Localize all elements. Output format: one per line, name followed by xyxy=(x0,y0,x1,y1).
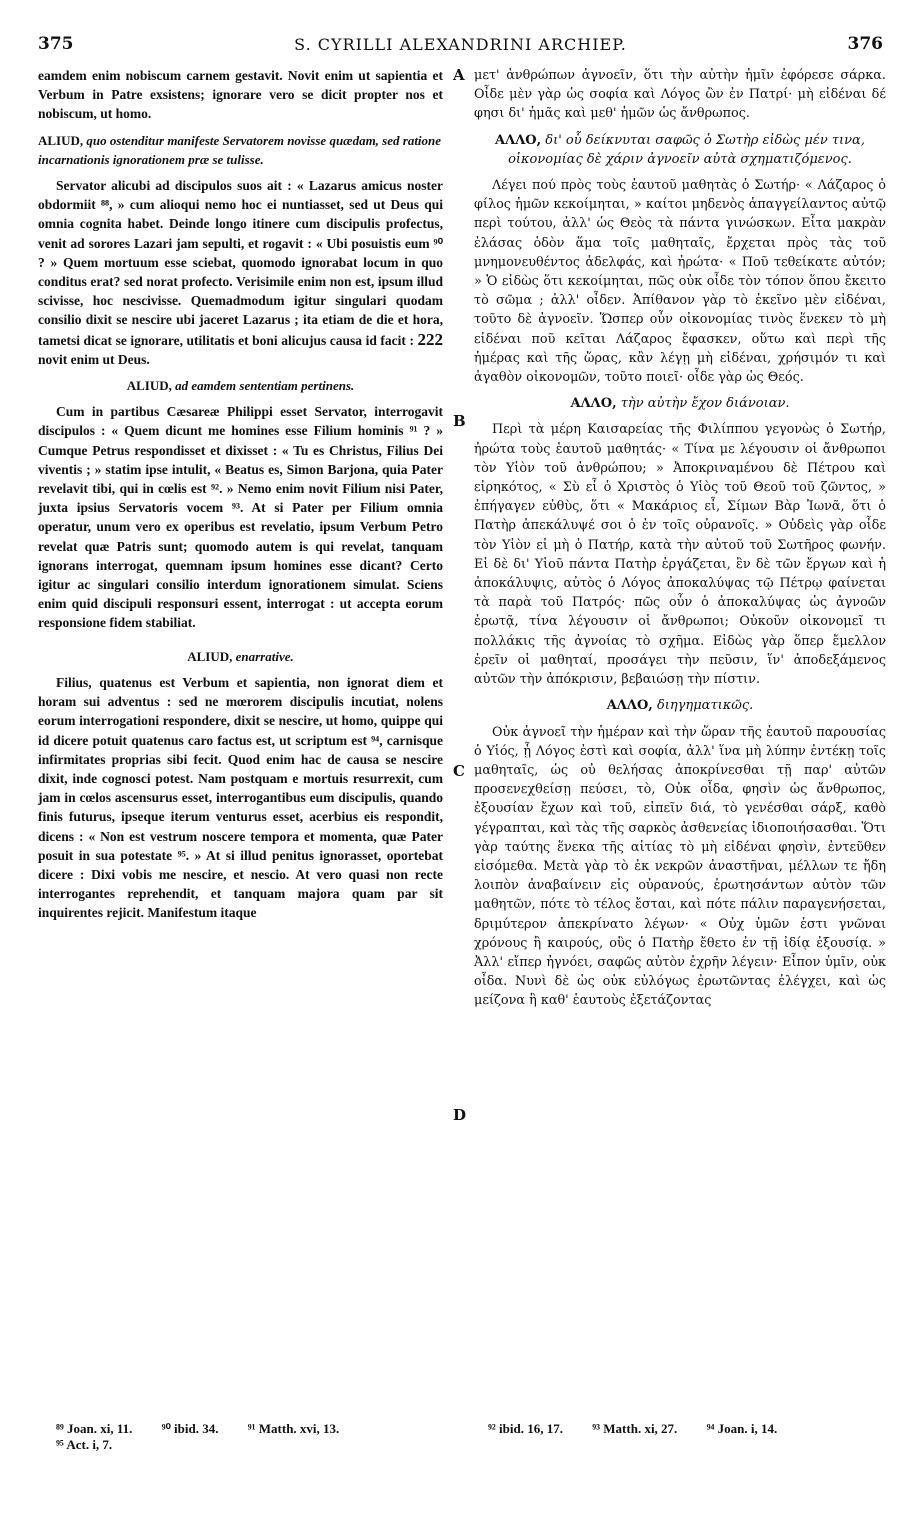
footnote: ⁹⁴ Joan. i, 14. xyxy=(706,1421,778,1436)
footnote: ⁹³ Matth. xi, 27. xyxy=(592,1421,678,1436)
greek-column xyxy=(474,66,886,1018)
greek-paragraph: μετ' ἀνθρώπων ἀγνοεῖν, ὅτι τὴν αὐτὴν ἡμῖν ἐφόρεσε σάρκα. Οἶδε μὲν γὰρ ὡς σοφία καὶ Λόγος ὢν ἐν Πατρί· μὴ εἰδέναι δέ φησι δι' ἡμᾶς καὶ μεθ' ἡμῶν ὡς ἄνθρωπος. xyxy=(474,68,886,122)
section-subtitle: διηγηματικῶς. xyxy=(656,698,754,714)
latin-section-heading xyxy=(38,647,443,666)
greek-paragraph: Λέγει πού πρὸς τοὺς ἑαυτοῦ μαθητὰς ὁ Σωτήρ· « Λάζαρος ὁ φίλος ἡμῶν κεκοίμηται, » καίτοι μηδενὸς ἀπαγγείλαντος αὐτῷ περὶ τούτου, ἀλλ' ὡς Θεὸς τὰ πάντα γινώσκων. Εἶτα μακρὰν ἐλάσας ὁδὸν ἅμα τοῖς μαθηταῖς, ἔρχεται πρὸς τὰς τοῦ μνημονευθέντος ἀδελφάς, καὶ ἠρώτα· « Ποῦ τεθείκατε αὐτόν; » Ὁ εἰδὼς ὅτι κεκοίμηται, πῶς οὐκ οἶδε τὸν τόπον ὅπου ἔκειτο τὸ σῶμα ; ἀλλ' οἶδεν. Ἀπίθανον γὰρ τὸ ἐκεῖνο μὲν εἰδέναι, τοῦτο δὲ ἀγνοεῖν. Ὥσπερ οὖν οἰκονομίας τινὸς ἕνεκεν τὸ μὴ εἰδέναι ποῦ κεῖται Λάζαρος ἔφασκεν, οὕτω καὶ περὶ τῆς ἡμέρας καὶ τῆς ὥρας, κἂν λέγῃ μὴ εἰδέναι, χρήσιμόν τι καὶ ἀγαθὸν οἰκονομῶν, τοῦτο ποιεῖ· οἶδε γὰρ ὡς Θεός. xyxy=(474,178,886,386)
footnote: ⁸⁹ Joan. xi, 11. xyxy=(56,1421,133,1436)
greek-paragraph: Περὶ τὰ μέρη Καισαρείας τῆς Φιλίππου γεγονὼς ὁ Σωτήρ, ἠρώτα τοὺς ἑαυτοῦ μαθητάς· « Τίνα με λέγουσιν οἱ ἄνθρωποι τὸν Υἱὸν τοῦ ἀνθρώπου; » Ἀποκριναμένου δὲ Πέτρου καὶ εἰρηκότος, « Σὺ εἶ ὁ Χριστὸς ὁ Υἱὸς τοῦ Θεοῦ τοῦ ζῶντος, » ἐπήγαγεν εὐθὺς, ὅτι « Μακάριος εἶ, Σίμων Βὰρ Ἰωνᾶ, ὅτι ὁ Πατὴρ ἀπεκάλυψέ σοι ὁ ἐν τοῖς οὐρανοῖς. » Οὐδεὶς γὰρ οἶδε τὸν Υἱὸν εἰ μὴ ὁ Πατήρ, κατὰ τὴν αὐτοῦ τοῦ Σωτῆρος φωνήν. Εἰ δὲ δι' Υἱοῦ πάντα Πατὴρ ἐργάζεται, ἓν δὲ τῶν ἔργων καὶ ἡ ἀποκάλυψις, αὐτὸς ὁ Λόγος ἀποκαλύψας τῷ Πέτρῳ φαίνεται τὰ παρὰ τοῦ Πατρός· πῶς οὖν ὁ ἀποκαλύψας ὡς ἀγνοῶν ἐρωτᾷ, τίνα λέγουσιν οἱ ἄνθρωποι; Οὐκοῦν οἰκονομεῖ τι πολλάκις τῆς ἀγνοίας τὸ σχῆμα. Εἰδὼς γὰρ ὅπερ ἔμελλον ἐρεῖν οἱ μαθηταί, προσάγει τὴν πεῦσιν, ἵν' ἀποδεξάμενος αὐτῶν τὴν ἀπόκρισιν, βεβαιώσῃ τὴν πίστιν. xyxy=(474,422,886,688)
footnote: ⁹⁵ Act. i, 7. xyxy=(56,1437,113,1452)
footnote: ⁹¹ Matth. xvi, 13. xyxy=(247,1421,340,1436)
page-number-right: 376 xyxy=(847,34,883,54)
footnote: ⁹² ibid. 16, 17. xyxy=(488,1421,563,1436)
section-subtitle: ad eamdem sententiam pertinens. xyxy=(175,378,355,394)
section-subtitle: τὴν αὐτὴν ἔχον διάνοιαν. xyxy=(620,396,790,412)
page-header xyxy=(38,34,883,60)
section-subtitle: δι' οὗ δείκνυται σαφῶς ὁ Σωτὴρ εἰδὼς μέν τινα, οἰκονομίας δὲ χάριν ἀγνοεῖν αὐτὰ σχηματιζόμενος. xyxy=(508,132,865,167)
footnote: ⁹⁰ ibid. 34. xyxy=(161,1421,219,1436)
section-title: ALIUD, xyxy=(38,132,84,148)
section-title: ALIUD, xyxy=(187,648,233,664)
section-title: ΑΛΛΟ, xyxy=(495,132,542,148)
latin-paragraph xyxy=(38,176,443,369)
footnotes-right xyxy=(488,1421,883,1437)
section-title: ALIUD, xyxy=(126,378,172,394)
margin-letter-d: D xyxy=(453,1106,467,1124)
latin-column xyxy=(38,66,443,930)
margin-letter-b: B xyxy=(453,412,466,430)
greek-section-heading xyxy=(474,131,886,169)
section-title: ΑΛΛΟ, xyxy=(606,698,653,714)
latin-paragraph-text: novit enim ut Deus. xyxy=(38,351,150,367)
latin-section-heading xyxy=(38,376,443,395)
greek-section-heading xyxy=(474,696,886,715)
section-subtitle: quo ostenditur manifeste Servatorem novisse quædam, sed ratione incarnationis ignorationem præ se tulisse. xyxy=(38,132,442,167)
section-title: ΑΛΛΟ, xyxy=(570,396,617,412)
column-number: 222 xyxy=(417,329,443,349)
latin-section-heading xyxy=(38,131,443,169)
latin-paragraph: eamdem enim nobiscum carnem gestavit. Novit enim ut sapientia et Verbum in Patre exsistens; ignorare vero se dicit propter nos et nobiscum, ut homo. xyxy=(38,68,443,122)
margin-letter-c: C xyxy=(453,762,465,780)
section-subtitle: enarrative. xyxy=(235,648,294,664)
margin-letter-a: A xyxy=(453,66,465,84)
footnotes-left xyxy=(56,1421,456,1453)
greek-section-heading xyxy=(474,394,886,413)
latin-paragraph: Filius, quatenus est Verbum et sapientia, non ignorat diem et horam sui adventus : sed ne mœrorem discipulis incutiat, nolens eorum interrogationi respondere, dixit se nescire, ut homo, quippe qui id dicere potuit quatenus caro factus est, ut scriptum est ⁹⁴, carnisque infirmitates proprias sibi fecit. Quod enim hac de causa se nescire dixit, inde cognosci potest. Nam postquam e mortuis resurrexit, cum jam in cœlos ascensurus esset, interrogantibus eum discipulis, quando finis futurus, ipseque iterum venturus esset, acerbius eis respondit, dicens : « Non est vestrum noscere tempora et momenta, quæ Pater posuit in sua potestate ⁹⁵. » At si illud penitus ignorasset, oportebat dicere : Dixi vobis me nescire, et nescio. At vero quasi non recte interrogantes reprehendit, et tanquam majora quam par sit inquirentes rejicit. Manifestum itaque xyxy=(38,674,443,921)
latin-paragraph-text: Servator alicubi ad discipulos suos ait : « Lazarus amicus noster obdormiit ⁸⁸, » cum alioqui nemo hoc ei nuntiasset, sed ut Deus qui omnia cognita habet. Deinde longo itinere cum discipulis profectus, venit ad sorores Lazari jam sepulti, et rogavit : « Ubi posuistis eum ⁹⁰ ? » Quem mortuum esse sciebat, quomodo ignorabat locum in quo conditus erat? sed norat profecto. Verisimile enim non est, ipsum illud scivisse, hoc nescivisse. Quemadmodum igitur singulari quodam consilio dixit se nescire ubi jaceret Lazarus ; ita etiam de die et hora, tametsi dicat se ignorare, utilitatis et boni alicujus causa id facit : xyxy=(38,178,443,348)
page-number-left: 375 xyxy=(38,34,74,54)
latin-paragraph: Cum in partibus Cæsareæ Philippi esset Servator, interrogavit discipulos : « Quem dicunt me homines esse Filium hominis ⁹¹ ? » Cumque Petrus respondisset et dixisset : « Tu es Christus, Filius Dei viventis ; » statim ipse intulit, « Beatus es, Simon Barjona, quia Pater revelavit tibi, qui in cœlis est ⁹². » Nemo enim novit Filium nisi Pater, juxta ipsius Servatoris vocem ⁹³. At si Pater per Filium omnia operatur, unum vero ex operibus est revelatio, ipsum Verbum Petro revelat quæ Patris sunt; quomodo autem is qui revelat, tanquam ignorans interrogat, quemnam ipsum homines esse dicant? Certo igitur ac singulari consilio interdum ignorationem simulat. Sciens enim quid discipuli responsuri essent, interrogat : ut accepta eorum responsione fidem stabiliat. xyxy=(38,404,443,631)
running-title: S. CYRILLI ALEXANDRINI ARCHIEP. xyxy=(294,35,627,54)
greek-paragraph: Οὐκ ἀγνοεῖ τὴν ἡμέραν καὶ τὴν ὥραν τῆς ἑαυτοῦ παρουσίας ὁ Υἱός, ᾗ Λόγος ἐστὶ καὶ σοφία, ἀλλ' ἵνα μὴ λύπην ἐντέκῃ τοῖς μαθηταῖς, ὡς οὐ θελήσας ἀποκρίνεσθαι τῇ παρ' αὐτῶν προσενεχθείσῃ πεύσει, τὸ, Οὐκ οἶδα, φησὶν ὡς ἄνθρωπος, ἐξουσίαν ἔχων καὶ τοῦ, εἰπεῖν διά, τὸ γενέσθαι σάρξ, καθὸ γέγραπται, καὶ τὰς τῆς σαρκὸς ἀσθενείας ἰδιοποιήσασθαι. Ὅτι γὰρ ταύτης ἕνεκα τῆς αἰτίας τὸ μὴ εἰδέναι φησὶν, ἐντεῦθεν εἰσόμεθα. Μετὰ γὰρ τὸ ἐκ νεκρῶν ἀναστῆναι, μέλλων τε ἤδη λοιπὸν ἀναβαίνειν εἰς οὐρανούς, ἐρωτησάντων αὐτὸν τῶν μαθητῶν, πότε τὸ τέλος ἔσται, καὶ πότε πάλιν παραγενήσεται, δριμύτερον ἀπεκρίνατο λέγων· « Οὐχ ὑμῶν ἐστι γνῶναι χρόνους ἢ καιρούς, οὓς ὁ Πατὴρ ἔθετο ἐν τῇ ἰδίᾳ ἐξουσίᾳ. » Ἀλλ' εἴπερ ἠγνόει, σαφῶς αὐτὸν ἐχρῆν λέγειν· Εἶπον ὑμῖν, οὐκ οἶδα. Νυνὶ δὲ ὡς οὐκ εὐλόγως ἐρωτῶντας ἐλέγχει, καὶ ὡς μείζονα ἢ καθ' ἑαυτοὺς ἐξετάζοντας xyxy=(474,724,886,1009)
